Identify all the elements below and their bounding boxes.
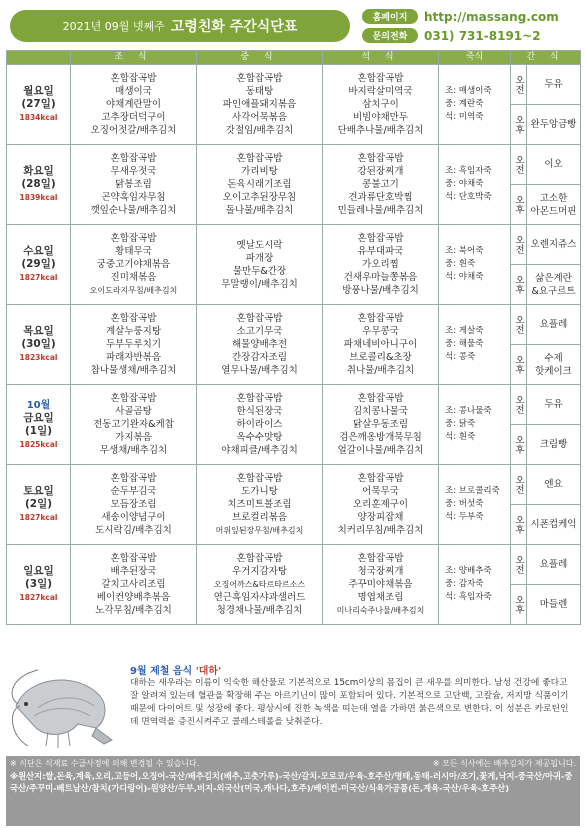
lunch-dish: 한식된장국	[236, 406, 283, 417]
lunch-cell	[197, 65, 323, 145]
dinner-dish: 우무콩국	[362, 326, 399, 337]
day-date: (1일)	[24, 424, 53, 437]
footer-notes	[6, 756, 580, 826]
lunch-dish: 동태탕	[245, 86, 274, 97]
day-name: 목요일	[23, 325, 54, 337]
snack-pm: 완두앙금빵	[527, 105, 581, 145]
day-month: 10월	[26, 399, 51, 411]
dinner-dish: 삼치구이	[362, 99, 399, 110]
breakfast-dish: 혼합잡곡밥	[110, 73, 157, 84]
header-day	[7, 51, 71, 65]
breakfast-dish: 혼합잡곡밥	[110, 233, 157, 244]
day-name: 화요일	[23, 165, 54, 177]
dinner-dish: 양장피잡채	[357, 512, 404, 523]
lunch-dish: 오이고추된장무침	[222, 192, 297, 203]
breakfast-dish: 파래자반볶음	[105, 352, 162, 363]
dinner-dish: 콩불고기	[362, 179, 399, 190]
breakfast-dish: 오징어젓갈/배추김치	[90, 125, 177, 136]
menu-period: 2021년 09월 넷째주	[62, 20, 165, 33]
lunch-dish: 혼합잡곡밥	[236, 153, 283, 164]
porridge-item: 석: 단호박죽	[445, 192, 492, 202]
breakfast-dish: 새송이양념구이	[101, 512, 166, 523]
breakfast-dish: 궁중고기야채볶음	[96, 259, 171, 270]
dinner-dish: 혼합잡곡밥	[357, 473, 404, 484]
day-cell	[7, 225, 71, 305]
table-header-row	[7, 51, 581, 65]
seasonal-food-section	[6, 660, 580, 756]
dinner-cell	[323, 225, 439, 305]
breakfast-dish: 혼합잡곡밥	[110, 313, 157, 324]
porridge-cell	[439, 145, 511, 225]
breakfast-dish: 곤약흑임자무침	[101, 192, 166, 203]
porridge-item: 중: 야채죽	[445, 179, 484, 189]
lunch-cell	[197, 545, 323, 625]
day-cell	[7, 545, 71, 625]
phone-row	[362, 27, 541, 44]
snack-am: 요플레	[527, 305, 581, 345]
shrimp-illustration-icon	[8, 666, 120, 752]
breakfast-dish: 가지볶음	[115, 432, 152, 443]
lunch-dish: 돌나물/배추김치	[225, 205, 294, 216]
day-kcal: 1834kcal	[19, 113, 58, 122]
lunch-dish: 혼합잡곡밥	[236, 553, 283, 564]
lunch-dish: 갓절임/배추김치	[225, 125, 294, 136]
dinner-dish: 어묵무국	[362, 486, 399, 497]
lunch-cell	[197, 145, 323, 225]
header	[6, 4, 580, 46]
dinner-dish: 단배추나물/배추김치	[337, 125, 424, 136]
day-row	[7, 385, 581, 425]
dinner-cell	[323, 65, 439, 145]
snack-am: 두유	[527, 65, 581, 105]
porridge-item: 석: 콩죽	[445, 352, 476, 362]
breakfast-dish: 혼합잡곡밥	[110, 153, 157, 164]
porridge-item: 조: 흑임자죽	[445, 166, 492, 176]
dinner-cell	[323, 465, 439, 545]
dinner-dish: 검은깨옹방개묵무침	[339, 432, 422, 443]
header-breakfast: 조 식	[71, 51, 197, 65]
day-row	[7, 545, 581, 585]
lunch-dish: 무말랭이/배추김치	[221, 278, 298, 290]
day-kcal: 1827kcal	[19, 273, 58, 282]
lunch-dish: 치즈미트볼조림	[227, 499, 292, 510]
am-label: 오전	[511, 65, 527, 105]
lunch-dish: 해물양배추전	[231, 339, 288, 350]
breakfast-dish: 도시락김/배추김치	[95, 525, 172, 536]
lunch-dish: 혼합잡곡밥	[236, 73, 283, 84]
day-date: (30일)	[21, 338, 56, 350]
footer-note-right: ※ 모든 식사에는 배추김치가 제공됩니다.	[432, 759, 576, 768]
snack-am: 오렌지쥬스	[527, 225, 581, 265]
porridge-item: 중: 계란죽	[445, 99, 484, 109]
header-dinner: 석 식	[323, 51, 439, 65]
lunch-dish: 파인애플돼지볶음	[222, 99, 297, 110]
porridge-item: 석: 흑임자죽	[445, 592, 492, 602]
lunch-dish: 물만두&간장	[232, 265, 287, 277]
lunch-dish: 오징어까스&타르타르소스	[213, 580, 306, 589]
header-porridge: 죽식	[439, 51, 511, 65]
lunch-dish: 돈육시래기조림	[227, 179, 292, 190]
breakfast-dish: 사골곰탕	[115, 406, 152, 417]
am-label: 오전	[511, 385, 527, 425]
dinner-dish: 강된장찌개	[357, 166, 404, 177]
lunch-dish: 혼합잡곡밥	[236, 473, 283, 484]
dinner-dish: 얼갈이나물/배추김치	[337, 445, 424, 456]
day-row	[7, 145, 581, 185]
porridge-item: 조: 브로콜리죽	[445, 486, 500, 496]
breakfast-dish: 무생채/배추김치	[99, 445, 168, 456]
lunch-dish: 소고기무국	[236, 326, 283, 337]
dinner-dish: 혼합잡곡밥	[357, 153, 404, 164]
lunch-dish: 청경채나물/배추김치	[216, 605, 303, 616]
lunch-dish: 사각어묵볶음	[231, 112, 288, 123]
day-kcal: 1827kcal	[19, 513, 58, 522]
day-row	[7, 65, 581, 105]
porridge-item: 석: 야채죽	[445, 272, 484, 282]
day-name: 월요일	[23, 85, 54, 97]
day-kcal: 1823kcal	[19, 353, 58, 362]
lunch-cell	[197, 225, 323, 305]
day-cell	[7, 385, 71, 465]
lunch-dish: 우거지감자탕	[231, 566, 288, 577]
dinner-dish: 취나물/배추김치	[346, 365, 415, 376]
breakfast-dish: 야채계란말이	[105, 99, 162, 110]
porridge-item: 중: 닭죽	[445, 419, 476, 429]
porridge-cell	[439, 225, 511, 305]
lunch-dish: 간장감자조림	[231, 352, 288, 363]
day-date: (2일)	[24, 498, 53, 510]
lunch-cell	[197, 385, 323, 465]
lunch-cell	[197, 465, 323, 545]
breakfast-cell	[71, 225, 197, 305]
breakfast-dish: 오이도라지무침/배추김치	[89, 286, 178, 295]
footer-origin: ※원산지:쌀,돈육,계육,오리,고등어,오징어-국산/배추김치(배추,고춧가루)-국산/갈치-모로코/우육-호주산/명태,동태-러시아/조기,꽃게,낙지-중국산/아귀-중국산/주꾸미-베트남산/참치(가다랑어)-원양산/두부,비지-외국산(미국,캐나다,호주)/베이컨-미국산/식육가공품(돈,계육-국산/우육-호주산)	[10, 771, 573, 793]
dinner-dish: 혼합잡곡밥	[357, 553, 404, 564]
lunch-dish: 도가니탕	[241, 486, 278, 497]
day-name: 일요일	[23, 565, 54, 577]
breakfast-dish: 혼합잡곡밥	[110, 393, 157, 404]
day-kcal: 1827kcal	[19, 593, 58, 602]
snack-pm: 마들렌	[527, 585, 581, 625]
porridge-cell	[439, 545, 511, 625]
dinner-cell	[323, 305, 439, 385]
homepage-row	[362, 8, 559, 25]
porridge-item: 석: 두부죽	[445, 512, 484, 522]
dinner-dish: 혼합잡곡밥	[357, 233, 404, 244]
snack-am: 엔요	[527, 465, 581, 505]
snack-pm: 고소한 아몬드머핀	[527, 185, 581, 225]
dinner-cell	[323, 385, 439, 465]
dinner-dish: 혼합잡곡밥	[357, 393, 404, 404]
porridge-item: 중: 버섯죽	[445, 499, 484, 509]
breakfast-cell	[71, 465, 197, 545]
breakfast-dish: 베이컨양배추볶음	[96, 592, 171, 603]
breakfast-cell	[71, 65, 197, 145]
day-date: (3일)	[24, 578, 53, 590]
breakfast-cell	[71, 305, 197, 385]
lunch-dish: 야채피클/배추김치	[221, 445, 298, 456]
header-lunch: 중 식	[197, 51, 323, 65]
dinner-dish: 청국장찌개	[357, 566, 404, 577]
pm-label: 오후	[511, 185, 527, 225]
dinner-dish: 명엽채조림	[357, 592, 404, 603]
event-title-prefix: 9월 제철 음식	[130, 666, 196, 677]
snack-pm: 크림빵	[527, 425, 581, 465]
breakfast-dish: 참나물생채/배추김치	[90, 365, 177, 376]
dinner-dish: 혼합잡곡밥	[357, 73, 404, 84]
dinner-dish: 가오리찜	[362, 259, 399, 270]
breakfast-dish: 고추장더덕구이	[101, 112, 166, 123]
dinner-dish: 혼합잡곡밥	[357, 313, 404, 324]
breakfast-dish: 무새우젓국	[110, 166, 157, 177]
porridge-cell	[439, 385, 511, 465]
day-cell	[7, 305, 71, 385]
porridge-item: 조: 게살죽	[445, 326, 484, 336]
dinner-dish: 오리훈제구이	[352, 499, 409, 510]
lunch-dish: 브로컬리볶음	[231, 512, 288, 523]
dinner-dish: 방풍나물/배추김치	[342, 285, 419, 296]
day-cell	[7, 65, 71, 145]
lunch-dish: 옥수수맛탕	[236, 432, 283, 443]
breakfast-dish: 매생이국	[115, 86, 152, 97]
porridge-cell	[439, 465, 511, 545]
homepage-label: 홈페이지	[362, 9, 418, 24]
day-row	[7, 465, 581, 505]
breakfast-dish: 황태무국	[115, 246, 152, 257]
breakfast-dish: 배추된장국	[110, 566, 157, 577]
menu-title: 고령친화 주간식단표	[170, 19, 298, 35]
pm-label: 오후	[511, 345, 527, 385]
lunch-dish: 가리비탕	[241, 166, 278, 177]
dinner-dish: 닭살우동조림	[352, 419, 409, 430]
lunch-dish: 혼합잡곡밥	[236, 393, 283, 404]
phone-label: 문의전화	[362, 28, 418, 43]
porridge-item: 중: 해물죽	[445, 339, 484, 349]
porridge-item: 석: 흰죽	[445, 432, 476, 442]
phone-number: 031) 731-8191~2	[424, 28, 541, 43]
dinner-dish: 브로콜리&초장	[349, 352, 412, 363]
dinner-dish: 견과류단호박찜	[348, 192, 413, 203]
am-label: 오전	[511, 225, 527, 265]
dinner-cell	[323, 545, 439, 625]
porridge-item: 중: 감자죽	[445, 579, 484, 589]
breakfast-dish: 모듬장조림	[110, 499, 157, 510]
porridge-item: 조: 북어죽	[445, 246, 484, 256]
breakfast-dish: 닭봉조림	[115, 179, 152, 190]
day-name: 수요일	[23, 245, 54, 257]
day-cell	[7, 465, 71, 545]
event-title-item: '대하'	[195, 666, 222, 677]
lunch-cell	[197, 305, 323, 385]
weekly-menu-table	[6, 50, 581, 625]
dinner-dish: 유부대파국	[357, 246, 404, 257]
dinner-dish: 파채네비아니구이	[343, 339, 418, 350]
dinner-dish: 치커리무침/배추김치	[337, 525, 424, 536]
dinner-dish: 건새우마늘쫑볶음	[343, 272, 418, 283]
porridge-item: 석: 미역죽	[445, 112, 484, 122]
dinner-dish: 미나리숙주나물/배추김치	[336, 606, 425, 615]
breakfast-cell	[71, 545, 197, 625]
breakfast-dish: 전동고기완자&케찹	[93, 419, 174, 430]
breakfast-dish: 진미채볶음	[110, 272, 157, 283]
dinner-dish: 주꾸미야채볶음	[348, 579, 413, 590]
dinner-cell	[323, 145, 439, 225]
breakfast-cell	[71, 385, 197, 465]
lunch-dish: 파개장	[245, 252, 274, 264]
lunch-dish: 하이라이스	[236, 419, 283, 430]
am-label: 오전	[511, 465, 527, 505]
breakfast-cell	[71, 145, 197, 225]
day-row	[7, 305, 581, 345]
day-name: 토요일	[23, 485, 54, 497]
pm-label: 오후	[511, 425, 527, 465]
am-label: 오전	[511, 145, 527, 185]
porridge-item: 조: 콩나물죽	[445, 406, 492, 416]
lunch-dish: 혼합잡곡밥	[236, 313, 283, 324]
porridge-item: 조: 매생이죽	[445, 86, 492, 96]
snack-pm: 삶은계란 &요구르트	[527, 265, 581, 305]
breakfast-dish: 계살누룽지탕	[105, 326, 162, 337]
porridge-item: 중: 흰죽	[445, 259, 476, 269]
day-kcal: 1825kcal	[19, 439, 58, 449]
snack-pm: 시폰컵케익	[527, 505, 581, 545]
pm-label: 오후	[511, 585, 527, 625]
am-label: 오전	[511, 305, 527, 345]
pm-label: 오후	[511, 105, 527, 145]
day-name: 금요일	[23, 411, 54, 424]
breakfast-dish: 순두부김국	[110, 486, 157, 497]
snack-am: 두유	[527, 385, 581, 425]
day-date: (29일)	[21, 258, 56, 270]
snack-am: 이오	[527, 145, 581, 185]
day-date: (27일)	[21, 98, 56, 110]
am-label: 오전	[511, 545, 527, 585]
homepage-link[interactable]: http://massang.com	[424, 9, 559, 24]
lunch-dish: 열무나물/배추김치	[221, 365, 298, 376]
pm-label: 오후	[511, 505, 527, 545]
dinner-dish: 비빔야채만두	[352, 112, 409, 123]
breakfast-dish: 혼합잡곡밥	[110, 553, 157, 564]
lunch-dish: 연근흑임자샤과샐러드	[213, 592, 306, 603]
porridge-cell	[439, 305, 511, 385]
porridge-item: 조: 양배추죽	[445, 566, 492, 576]
event-description: 대하는 새우라는 이름이 익숙한 해산물로 기본적으로 15cm이상의 몸집이 큰 새우를 의미한다. 남성 건강에 좋다고 잘 알려져 있는데 혈관을 확장해 주는 아르기닌이 많이 포함되어 있다. 기본적으로 고단백, 고칼슘, 저지방 식품이기 때문에 다이어트 및 성장에 좋다. 평상시에 진한 녹색을 띠는데 열을 가하면 붉은색으로 변한다. 이 성분은 카로틴인데 면역력을 증진시켜주고 콜레스테롤을 낮춰준다.	[130, 678, 569, 727]
day-cell	[7, 145, 71, 225]
menu-title-banner	[10, 10, 350, 42]
day-row	[7, 225, 581, 265]
breakfast-dish: 노각무침/배추김치	[95, 605, 172, 616]
snack-pm: 수제 핫케이크	[527, 345, 581, 385]
lunch-dish: 옛날도시락	[236, 239, 283, 251]
snack-am: 요플레	[527, 545, 581, 585]
header-snack: 간 식	[511, 51, 581, 65]
dinner-dish: 민들레나물/배추김치	[337, 205, 424, 216]
lunch-dish: 머위잎된장무침/배추김치	[215, 526, 304, 535]
pm-label: 오후	[511, 265, 527, 305]
dinner-dish: 바지락살미역국	[348, 86, 413, 97]
dinner-dish: 김치콩나물국	[352, 406, 409, 417]
breakfast-dish: 깻잎순나물/배추김치	[90, 205, 177, 216]
event-title	[130, 662, 221, 677]
porridge-cell	[439, 65, 511, 145]
breakfast-dish: 혼합잡곡밥	[110, 473, 157, 484]
breakfast-dish: 갈치고사리조림	[101, 579, 166, 590]
footer-note-left: ※ 식단은 식재료 수급사정에 의해 변경될 수 있습니다.	[10, 759, 200, 768]
breakfast-dish: 두부두루치기	[105, 339, 162, 350]
day-date: (28일)	[21, 178, 56, 190]
day-kcal: 1839kcal	[19, 193, 58, 202]
